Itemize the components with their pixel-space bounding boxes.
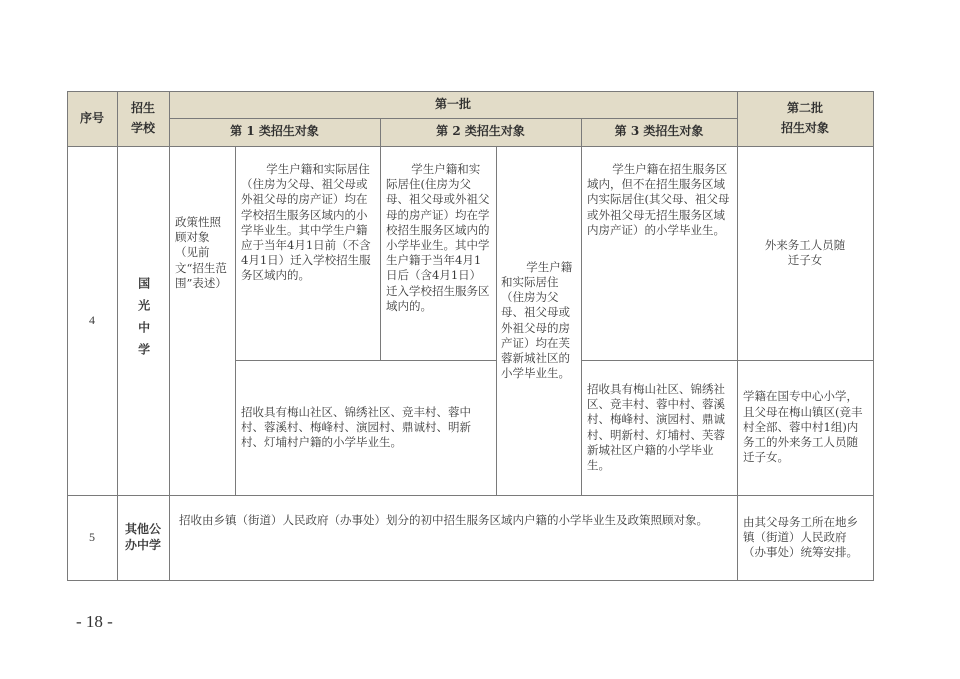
row4-seq-value: 4 [89, 312, 95, 327]
header-cat1 [169, 118, 380, 146]
header-cat2 [380, 118, 581, 146]
header-batch2-line2: 招生对象 [780, 120, 829, 135]
border-row4-split-left [235, 360, 496, 361]
row4-cat2-right-text: 学生户籍和实际居住（住房为父母、祖父母或外祖父母的房产证）均在芙蓉新城社区的小学毕业生。 [501, 259, 573, 381]
border-row4-bottom [67, 495, 874, 496]
border-col-batch2 [737, 91, 738, 581]
row4-cat3-bottom-text: 招收具有梅山社区、锦绣社区、竞丰村、蓉中村、蓉溪村、梅峰村、演园村、鼎诚村、明新村、灯埔村、芙蓉新城社区户籍的小学毕业生。 [587, 381, 725, 472]
border-col-policy [235, 146, 236, 495]
border-row4-split-right [581, 360, 874, 361]
row4-cat1-top [235, 146, 380, 360]
row4-cat3-top-text: 学生户籍在招生服务区域内，但不在招生服务区域内实际居住(其父母、祖父母或外祖父母无招生服务区域内房产证）的小学毕业生。 [587, 162, 730, 237]
row4-policy [169, 146, 235, 360]
row5-school-line1: 其他公 [124, 522, 161, 537]
row5-school-line2: 办中学 [124, 537, 161, 552]
row5-school [117, 495, 169, 580]
row5-seq [67, 495, 117, 580]
row4-cat3-bottom [581, 360, 737, 495]
row4-school-name: 国光中学 [136, 276, 151, 365]
row4-cat3-top [581, 146, 737, 360]
row4-cat12-bottom [235, 360, 496, 495]
header-school [117, 91, 169, 146]
border-header-bottom [67, 146, 874, 147]
border-col-school [169, 91, 170, 581]
row4-batch2-top-text: 外来务工人员随迁子女 [764, 237, 846, 267]
border-right [873, 91, 874, 581]
header-batch2-line1: 第二批 [786, 101, 823, 116]
header-batch1-label: 第一批 [434, 96, 471, 111]
header-cat1-label: 第 1 类招生对象 [230, 124, 319, 139]
row4-cat2-top-text: 学生户籍和实际居住(住房为父母、祖父母或外祖父母的房产证）均在学校招生服务区域内的小学毕业生。其中学生户籍于当年4月1日后（含4月1日）迁入学校招生服务区域内的。 [386, 162, 490, 313]
header-cat3 [581, 118, 737, 146]
header-seq [67, 91, 117, 146]
row5-batch2 [737, 495, 873, 580]
header-school-line1: 招生 [130, 101, 155, 116]
row5-batch1 [169, 495, 737, 580]
border-col-cat3 [581, 118, 582, 495]
row4-school [117, 146, 169, 495]
row5-batch2-text: 由其父母务工所在地乡镇（街道）人民政府（办事处）统筹安排。 [743, 514, 858, 560]
row4-cat12-bottom-text: 招收具有梅山社区、锦绣社区、竞丰村、蓉中村、蓉溪村、梅峰村、演园村、鼎诚村、明新村、灯埔村户籍的小学毕业生。 [241, 404, 471, 450]
header-seq-label: 序号 [79, 110, 104, 125]
border-col-cat1-cat2 [380, 146, 381, 360]
header-batch1 [169, 91, 737, 118]
row5-seq-value: 5 [89, 529, 95, 544]
header-cat3-label: 第 3 类招生对象 [614, 124, 704, 139]
border-left [67, 91, 68, 581]
row4-policy-text: 政策性照顾对象（见前文“招生范围”表述） [175, 214, 227, 290]
header-school-line2: 学校 [130, 120, 155, 135]
row4-cat1-top-text: 学生户籍和实际居住（住房为父母、祖父母或外祖父母的房产证）均在学校招生服务区域内的小学毕业生。其中学生户籍应于当年4月1日前（不含4月1日）迁入学校招生服务区域内的。 [241, 162, 371, 283]
header-cat2-label: 第 2 类招生对象 [436, 124, 525, 139]
border-top [67, 91, 874, 92]
border-col-cat2-right [496, 146, 497, 495]
row4-seq [67, 146, 117, 495]
row4-batch2-bottom-text: 学籍在国专中心小学，且父母在梅山镇区(竞丰村全部、蓉中村1组)内务工的外来务工人员随迁子女。 [743, 389, 863, 465]
page-number: - 18 - [76, 612, 113, 631]
border-bottom [67, 580, 874, 581]
row4-batch2-bottom [737, 360, 873, 495]
border-col-cat1-cat2-header [380, 118, 381, 146]
border-col-seq [117, 91, 118, 581]
row4-batch2-top [737, 146, 873, 360]
header-batch2 [737, 91, 873, 146]
row4-cat2-right [496, 146, 581, 495]
row4-cat2-top [380, 146, 496, 360]
border-header-mid [169, 118, 737, 119]
row5-batch1-text: 招收由乡镇（街道）人民政府（办事处）划分的初中招生服务区域内户籍的小学毕业生及政策照顾对象。 [179, 513, 708, 527]
